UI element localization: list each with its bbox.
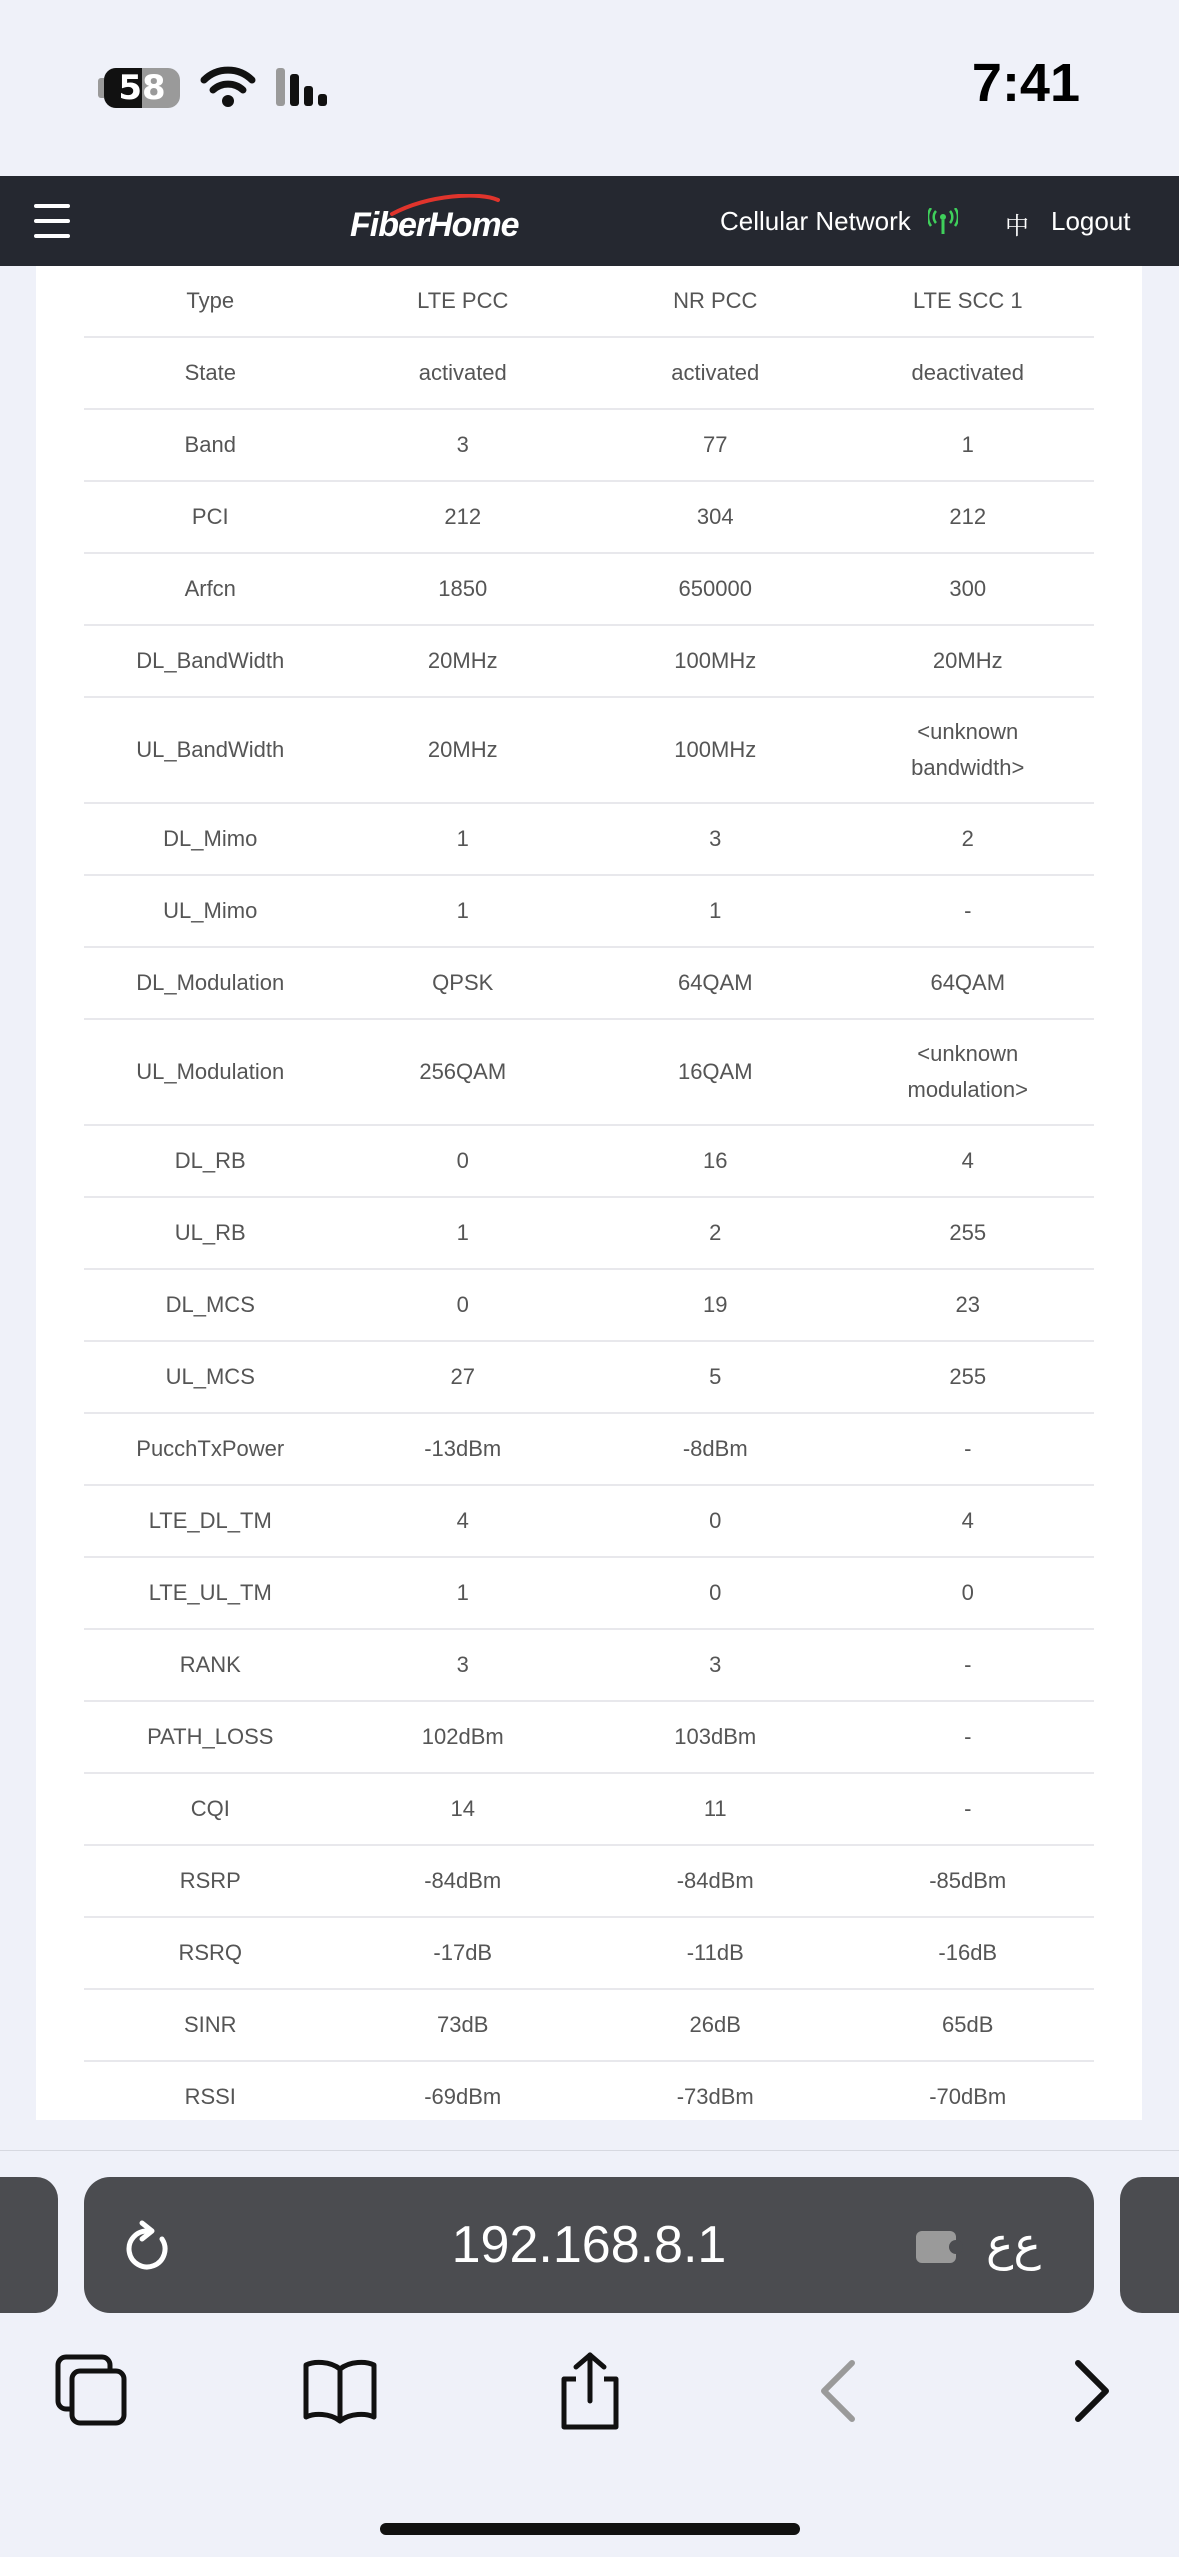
row-label: RSSI [184, 2084, 236, 2109]
clock: 7:41 [971, 53, 1080, 113]
row-label: UL_MCS [165, 1364, 255, 1389]
table-cell: - [964, 898, 972, 923]
status-bar [0, 0, 1179, 176]
cell-info-table [84, 266, 1094, 2120]
table-row [84, 804, 1094, 876]
table-cell: 16 [703, 1148, 728, 1173]
table-cell: -11dB [686, 1940, 744, 1965]
row-label: RANK [179, 1652, 241, 1677]
table-cell: 19 [703, 1292, 728, 1317]
row-label: UL_RB [174, 1220, 246, 1245]
table-cell: - [964, 1724, 972, 1749]
table-cell: <unknown bandwidth> [911, 719, 1025, 780]
table-cell: 1 [456, 898, 469, 923]
table-cell: LTE SCC 1 [912, 288, 1023, 313]
row-label: UL_Modulation [136, 1059, 285, 1084]
next-tab-preview[interactable] [1120, 2177, 1179, 2313]
row-label: State [184, 360, 236, 385]
cell-info-card [36, 266, 1142, 2120]
table-cell: 20MHz [427, 737, 498, 762]
share-icon[interactable] [550, 2351, 630, 2431]
row-label: DL_MCS [165, 1292, 255, 1317]
url-text[interactable]: 192.168.8.1 [451, 2216, 727, 2274]
extension-icon[interactable] [914, 2227, 964, 2265]
table-cell: 100MHz [674, 737, 757, 762]
cellular-network-link[interactable]: Cellular Network [720, 206, 911, 236]
table-cell: 1 [961, 432, 974, 457]
table-cell: 3 [709, 1652, 722, 1677]
table-cell: -84dBm [676, 1868, 754, 1893]
bookmarks-icon[interactable] [300, 2351, 380, 2431]
table-cell: QPSK [432, 970, 494, 995]
table-cell: 1 [456, 1580, 469, 1605]
table-cell: -73dBm [676, 2084, 754, 2109]
table-cell: 0 [961, 1580, 974, 1605]
menu-icon[interactable] [34, 204, 70, 238]
fiberhome-logo [350, 194, 519, 252]
table-cell: 1850 [438, 576, 488, 601]
table-row [84, 1342, 1094, 1414]
table-cell: 23 [955, 1292, 980, 1317]
table-row [84, 1414, 1094, 1486]
table-cell: 3 [456, 432, 469, 457]
table-row [84, 1270, 1094, 1342]
home-indicator[interactable] [380, 2523, 800, 2535]
wifi-icon [200, 64, 256, 108]
table-cell: 103dBm [674, 1724, 757, 1749]
table-row [84, 1486, 1094, 1558]
table-cell: 255 [949, 1364, 987, 1389]
router-navbar [0, 176, 1179, 266]
table-row [84, 1702, 1094, 1774]
table-cell: 20MHz [427, 648, 498, 673]
language-toggle[interactable]: 中 [1005, 212, 1029, 240]
row-label: UL_Mimo [163, 898, 258, 923]
table-cell: -85dBm [929, 1868, 1007, 1893]
table-row [84, 626, 1094, 698]
table-row [84, 1918, 1094, 1990]
table-cell: -13dBm [424, 1436, 502, 1461]
row-label: UL_BandWidth [136, 737, 285, 762]
table-cell: -16dB [938, 1940, 998, 1965]
table-cell: -84dBm [424, 1868, 502, 1893]
back-icon[interactable] [800, 2351, 880, 2431]
table-cell: 3 [456, 1652, 469, 1677]
table-row [84, 410, 1094, 482]
table-cell: 73dB [437, 2012, 489, 2037]
reader-mode-button[interactable]: ﻉﻉ [986, 2217, 1041, 2271]
row-label: LTE_DL_TM [148, 1508, 272, 1533]
table-cell: NR PCC [673, 288, 758, 313]
table-cell: 0 [456, 1292, 469, 1317]
row-label: Type [186, 288, 235, 313]
table-cell: 2 [961, 826, 974, 851]
table-row [84, 482, 1094, 554]
row-label: DL_Modulation [136, 970, 285, 995]
table-cell: 1 [456, 1220, 469, 1245]
table-cell: -69dBm [424, 2084, 502, 2109]
table-cell: 65dB [942, 2012, 994, 2037]
table-row [84, 1198, 1094, 1270]
table-cell: activated [671, 360, 760, 385]
table-row [84, 698, 1094, 804]
cellular-signal-icon [276, 68, 336, 108]
row-label: LTE_UL_TM [148, 1580, 272, 1605]
table-cell: -17dB [433, 1940, 493, 1965]
table-row [84, 338, 1094, 410]
table-row [84, 1990, 1094, 2062]
table-cell: - [964, 1652, 972, 1677]
browser-chrome [0, 2150, 1179, 2557]
table-cell: 212 [444, 504, 482, 529]
table-cell: <unknown modulation> [907, 1041, 1028, 1102]
table-row [84, 876, 1094, 948]
table-cell: 20MHz [932, 648, 1003, 673]
forward-icon[interactable] [1050, 2351, 1130, 2431]
table-cell: - [964, 1436, 972, 1461]
table-cell: -70dBm [929, 2084, 1007, 2109]
table-cell: 26dB [689, 2012, 741, 2037]
table-cell: 255 [949, 1220, 987, 1245]
table-cell: 1 [456, 826, 469, 851]
row-label: PucchTxPower [136, 1436, 285, 1461]
table-cell: 77 [703, 432, 728, 457]
table-row [84, 948, 1094, 1020]
table-cell: 300 [949, 576, 987, 601]
table-cell: 64QAM [930, 970, 1006, 995]
table-row [84, 554, 1094, 626]
table-cell: activated [418, 360, 507, 385]
table-cell: 650000 [678, 576, 752, 601]
table-cell: -8dBm [682, 1436, 748, 1461]
row-label: RSRP [179, 1868, 241, 1893]
table-cell: 5 [709, 1364, 722, 1389]
table-cell: 1 [709, 898, 722, 923]
row-label: SINR [183, 2012, 237, 2037]
table-cell: 3 [709, 826, 722, 851]
table-cell: 11 [703, 1796, 727, 1821]
table-cell: 0 [709, 1508, 722, 1533]
table-cell: deactivated [911, 360, 1025, 385]
previous-tab-preview[interactable] [0, 2177, 58, 2313]
table-cell: 4 [456, 1508, 469, 1533]
table-row [84, 1020, 1094, 1126]
row-label: PCI [191, 504, 229, 529]
table-cell: 27 [450, 1364, 475, 1389]
table-cell: 4 [961, 1508, 974, 1533]
table-row [84, 2062, 1094, 2120]
row-label: RSRQ [178, 1940, 243, 1965]
battery-icon [104, 68, 180, 108]
table-row [84, 1774, 1094, 1846]
table-cell: 212 [949, 504, 987, 529]
table-cell: 2 [709, 1220, 722, 1245]
tabs-icon[interactable] [52, 2351, 132, 2431]
table-cell: 0 [456, 1148, 469, 1173]
table-cell: 100MHz [674, 648, 757, 673]
table-row [84, 1846, 1094, 1918]
row-label: DL_RB [174, 1148, 246, 1173]
table-cell: 256QAM [419, 1059, 507, 1084]
row-label: Arfcn [184, 576, 236, 601]
row-label: DL_BandWidth [136, 648, 285, 673]
antenna-icon [928, 208, 958, 234]
row-label: DL_Mimo [163, 826, 258, 851]
table-cell: - [964, 1796, 972, 1821]
table-cell: 16QAM [677, 1059, 753, 1084]
logout-button[interactable]: Logout [1051, 206, 1131, 236]
row-label: Band [184, 432, 236, 457]
table-cell: 14 [450, 1796, 475, 1821]
table-row [84, 266, 1094, 338]
row-label: PATH_LOSS [147, 1724, 274, 1749]
table-cell: 4 [961, 1148, 974, 1173]
table-cell: 64QAM [677, 970, 753, 995]
table-row [84, 1558, 1094, 1630]
table-cell: 0 [709, 1580, 722, 1605]
address-bar[interactable] [84, 2177, 1094, 2313]
brand-name: FiberHome [350, 206, 519, 244]
table-cell: 304 [696, 504, 734, 529]
table-row [84, 1126, 1094, 1198]
table-cell: 102dBm [421, 1724, 504, 1749]
battery-level: 58 [118, 68, 166, 108]
row-label: CQI [190, 1796, 230, 1821]
table-cell: LTE PCC [417, 288, 509, 313]
table-row [84, 1630, 1094, 1702]
